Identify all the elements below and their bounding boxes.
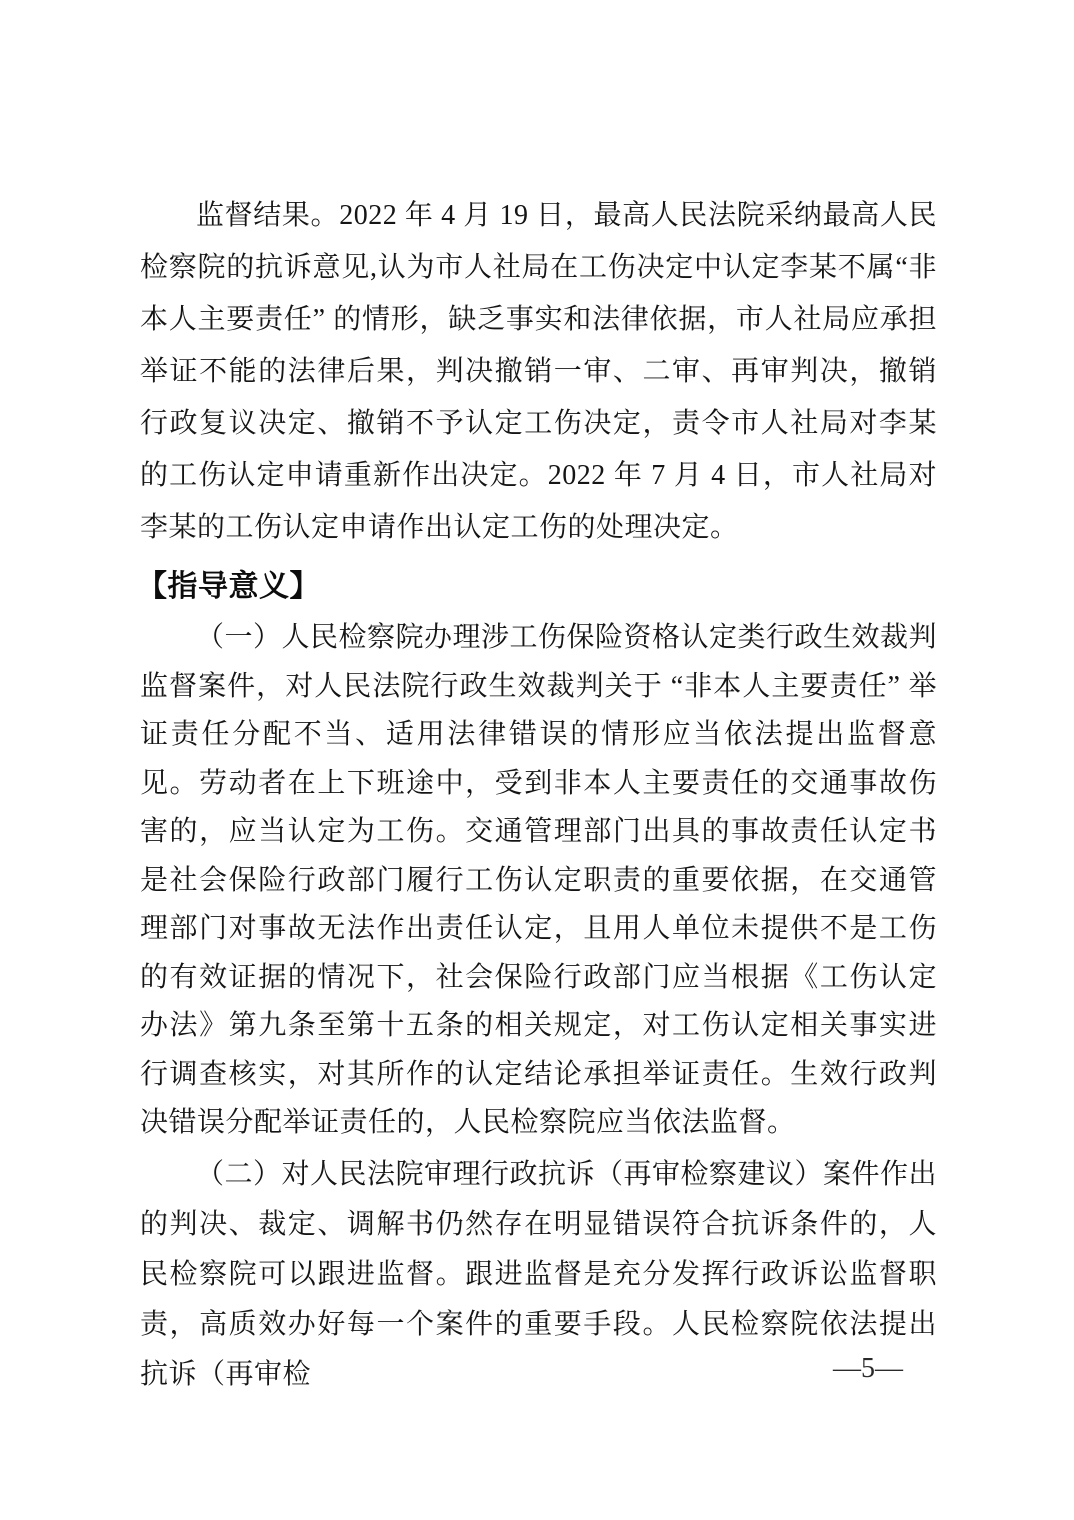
paragraph-supervision-result: 监督结果。2022 年 4 月 19 日，最高人民法院采纳最高人民检察院的抗诉意见,认为市人社局在工伤决定中认定李某不属“非本人主要责任” 的情形，缺乏事实和法律依据，市人社局应承担举证不能的法律后果，判决撤销一审、二审、再审判决，撤销行政复议决定、撤销不予认定工伤决定，责令市人社局对李某的工伤认定申请重新作出决定。2022 年 7 月 4 日，市人社局对李某的工伤认定申请作出认定工伤的处理决定。 bbox=[140, 200, 937, 543]
document-body bbox=[137, 190, 938, 1400]
section-heading-guiding-significance: 【指导意义】 bbox=[137, 570, 320, 603]
paragraph-guidance-1: （一）人民检察院办理涉工伤保险资格认定类行政生效裁判监督案件，对人民法院行政生效裁判关于 “非本人主要责任” 举证责任分配不当、适用法律错误的情形应当依法提出监督意见。劳动者在上下班途中，受到非本人主要责任的交通事故伤害的，应当认定为工伤。交通管理部门出具的事故责任认定书是社会保险行政部门履行工伤认定职责的重要依据，在交通管理部门对事故无法作出责任认定，且用人单位未提供不是工伤的有效证据的情况下，社会保险行政部门应当根据《工伤认定办法》第九条至第十五条的相关规定，对工伤认定相关事实进行调查核实，对其所作的认定结论承担举证责任。生效行政判决错误分配举证责任的，人民检察院应当依法监督。 bbox=[140, 622, 938, 1138]
paragraph-guidance-2: （二）对人民法院审理行政抗诉（再审检察建议）案件作出的判决、裁定、调解书仍然存在明显错误符合抗诉条件的，人民检察院可以跟进监督。跟进监督是充分发挥行政诉讼监督职责，高质效办好每一个案件的重要手段。人民检察院依法提出抗诉（再审检 bbox=[140, 1158, 938, 1390]
page-number: —5— bbox=[833, 1353, 903, 1384]
